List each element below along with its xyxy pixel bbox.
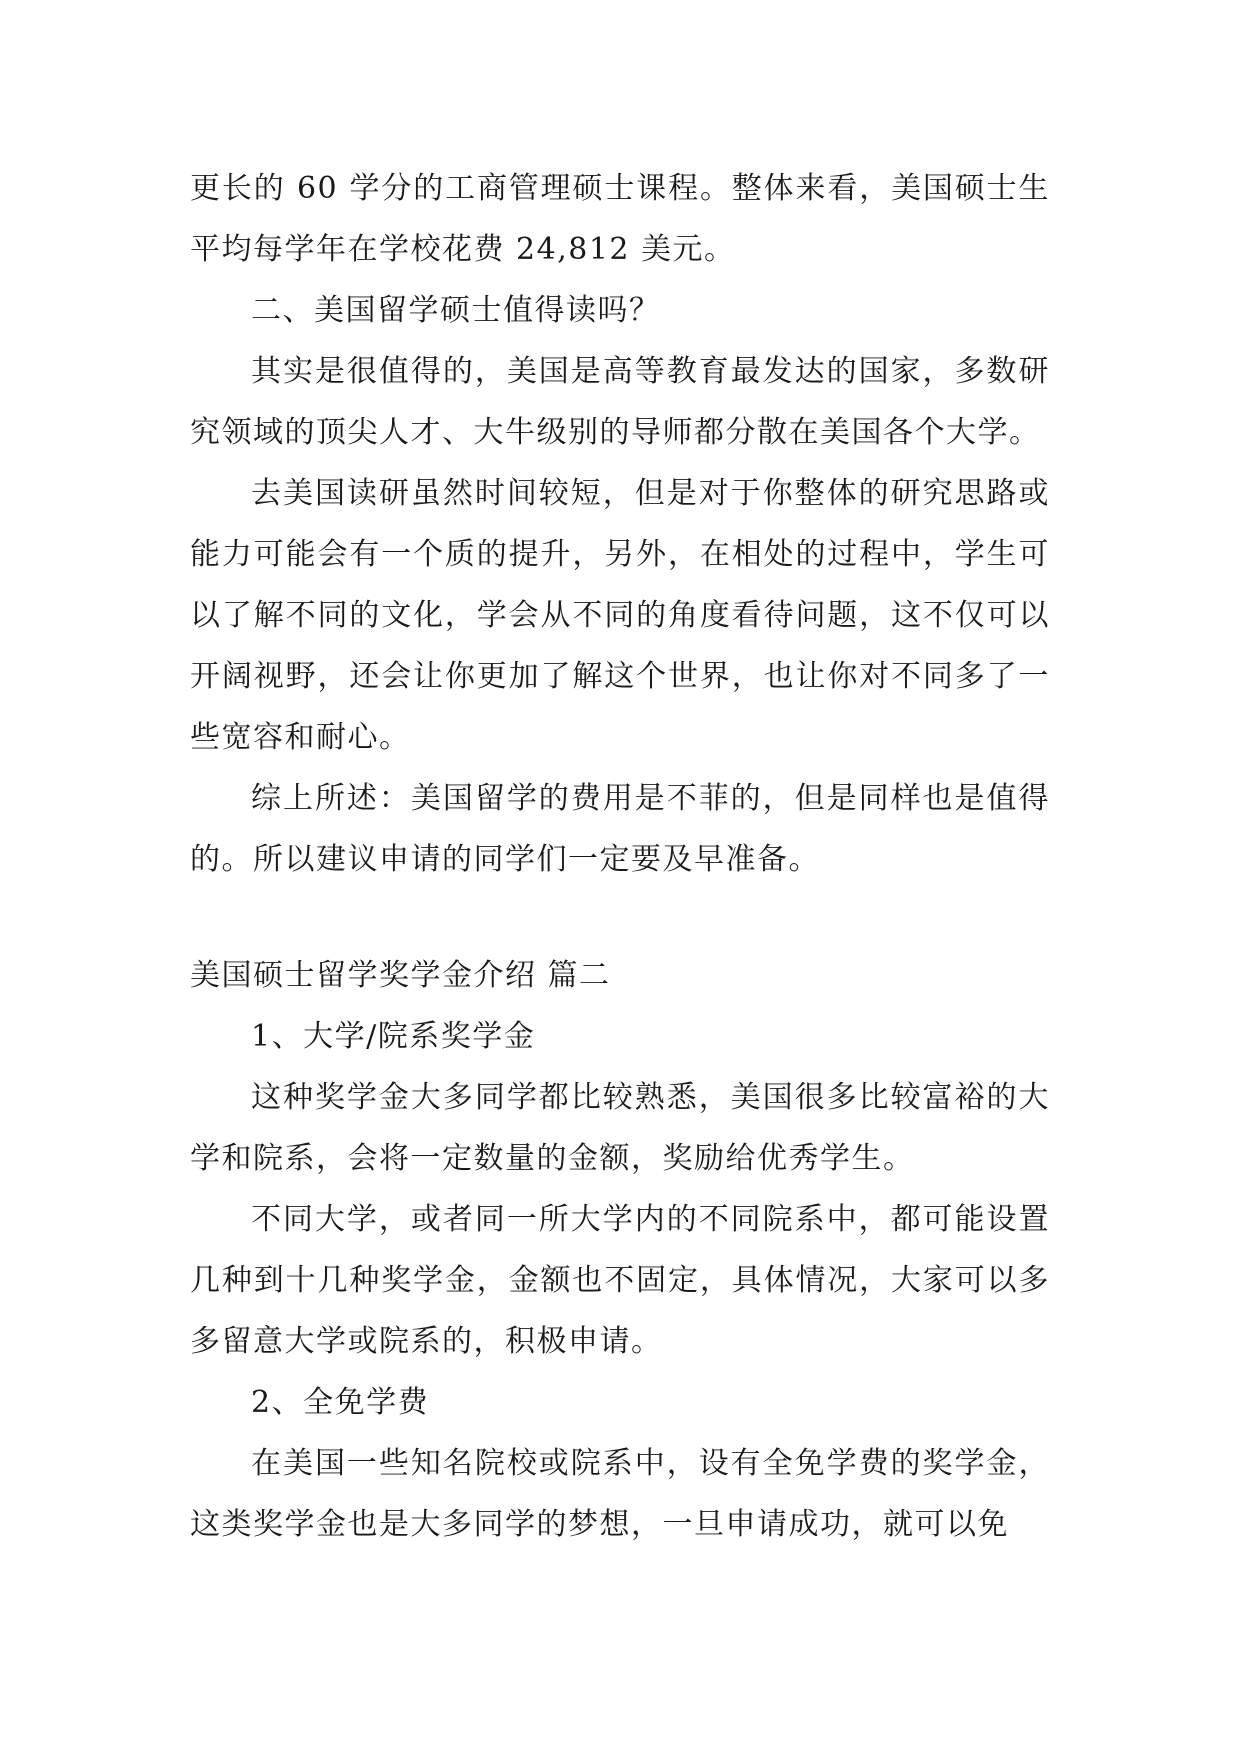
- paragraph-full-tuition-waiver: 在美国一些知名院校或院系中，设有全免学费的奖学金，这类奖学金也是大多同学的梦想，一旦申请成功，就可以免: [190, 1446, 1050, 1542]
- paragraph-scholarship-familiar: 这种奖学金大多同学都比较熟悉，美国很多比较富裕的大学和院系，会将一定数量的金额，奖励给优秀学生。: [190, 1080, 1050, 1176]
- paragraph-conclusion: 综上所述：美国留学的费用是不菲的，但是同样也是值得的。所以建议申请的同学们一定要及早准备。: [190, 781, 1050, 877]
- paragraph-research-benefits: 去美国读研虽然时间较短，但是对于你整体的研究思路或能力可能会有一个质的提升，另外，在相处的过程中，学生可以了解不同的文化，学会从不同的角度看待问题，这不仅可以开阔视野，还会让你更加了解这个世界，也让你对不同多了一些宽容和耐心。: [190, 476, 1050, 755]
- paragraph-education-quality: 其实是很值得的，美国是高等教育最发达的国家，多数研究领域的顶尖人才、大牛级别的导师都分散在美国各个大学。: [190, 354, 1050, 450]
- paragraph-tuition-summary: 更长的 60 学分的工商管理硕士课程。整体来看，美国硕士生平均每学年在学校花费 24,812 美元。: [190, 171, 1050, 267]
- section-title: 美国硕士留学奖学金介绍 篇二: [190, 958, 611, 993]
- paragraph-scholarship-varieties: 不同大学，或者同一所大学内的不同院系中，都可能设置几种到十几种奖学金，金额也不固定，具体情况，大家可以多多留意大学或院系的，积极申请。: [190, 1202, 1050, 1359]
- document-body: [190, 158, 1050, 1555]
- heading-full-tuition-waiver: 2、全免学费: [251, 1385, 430, 1420]
- heading-university-scholarship: 1、大学/院系奖学金: [251, 1019, 536, 1054]
- section-spacer: [190, 890, 1050, 945]
- heading-worth-it: 二、美国留学硕士值得读吗？: [251, 293, 661, 328]
